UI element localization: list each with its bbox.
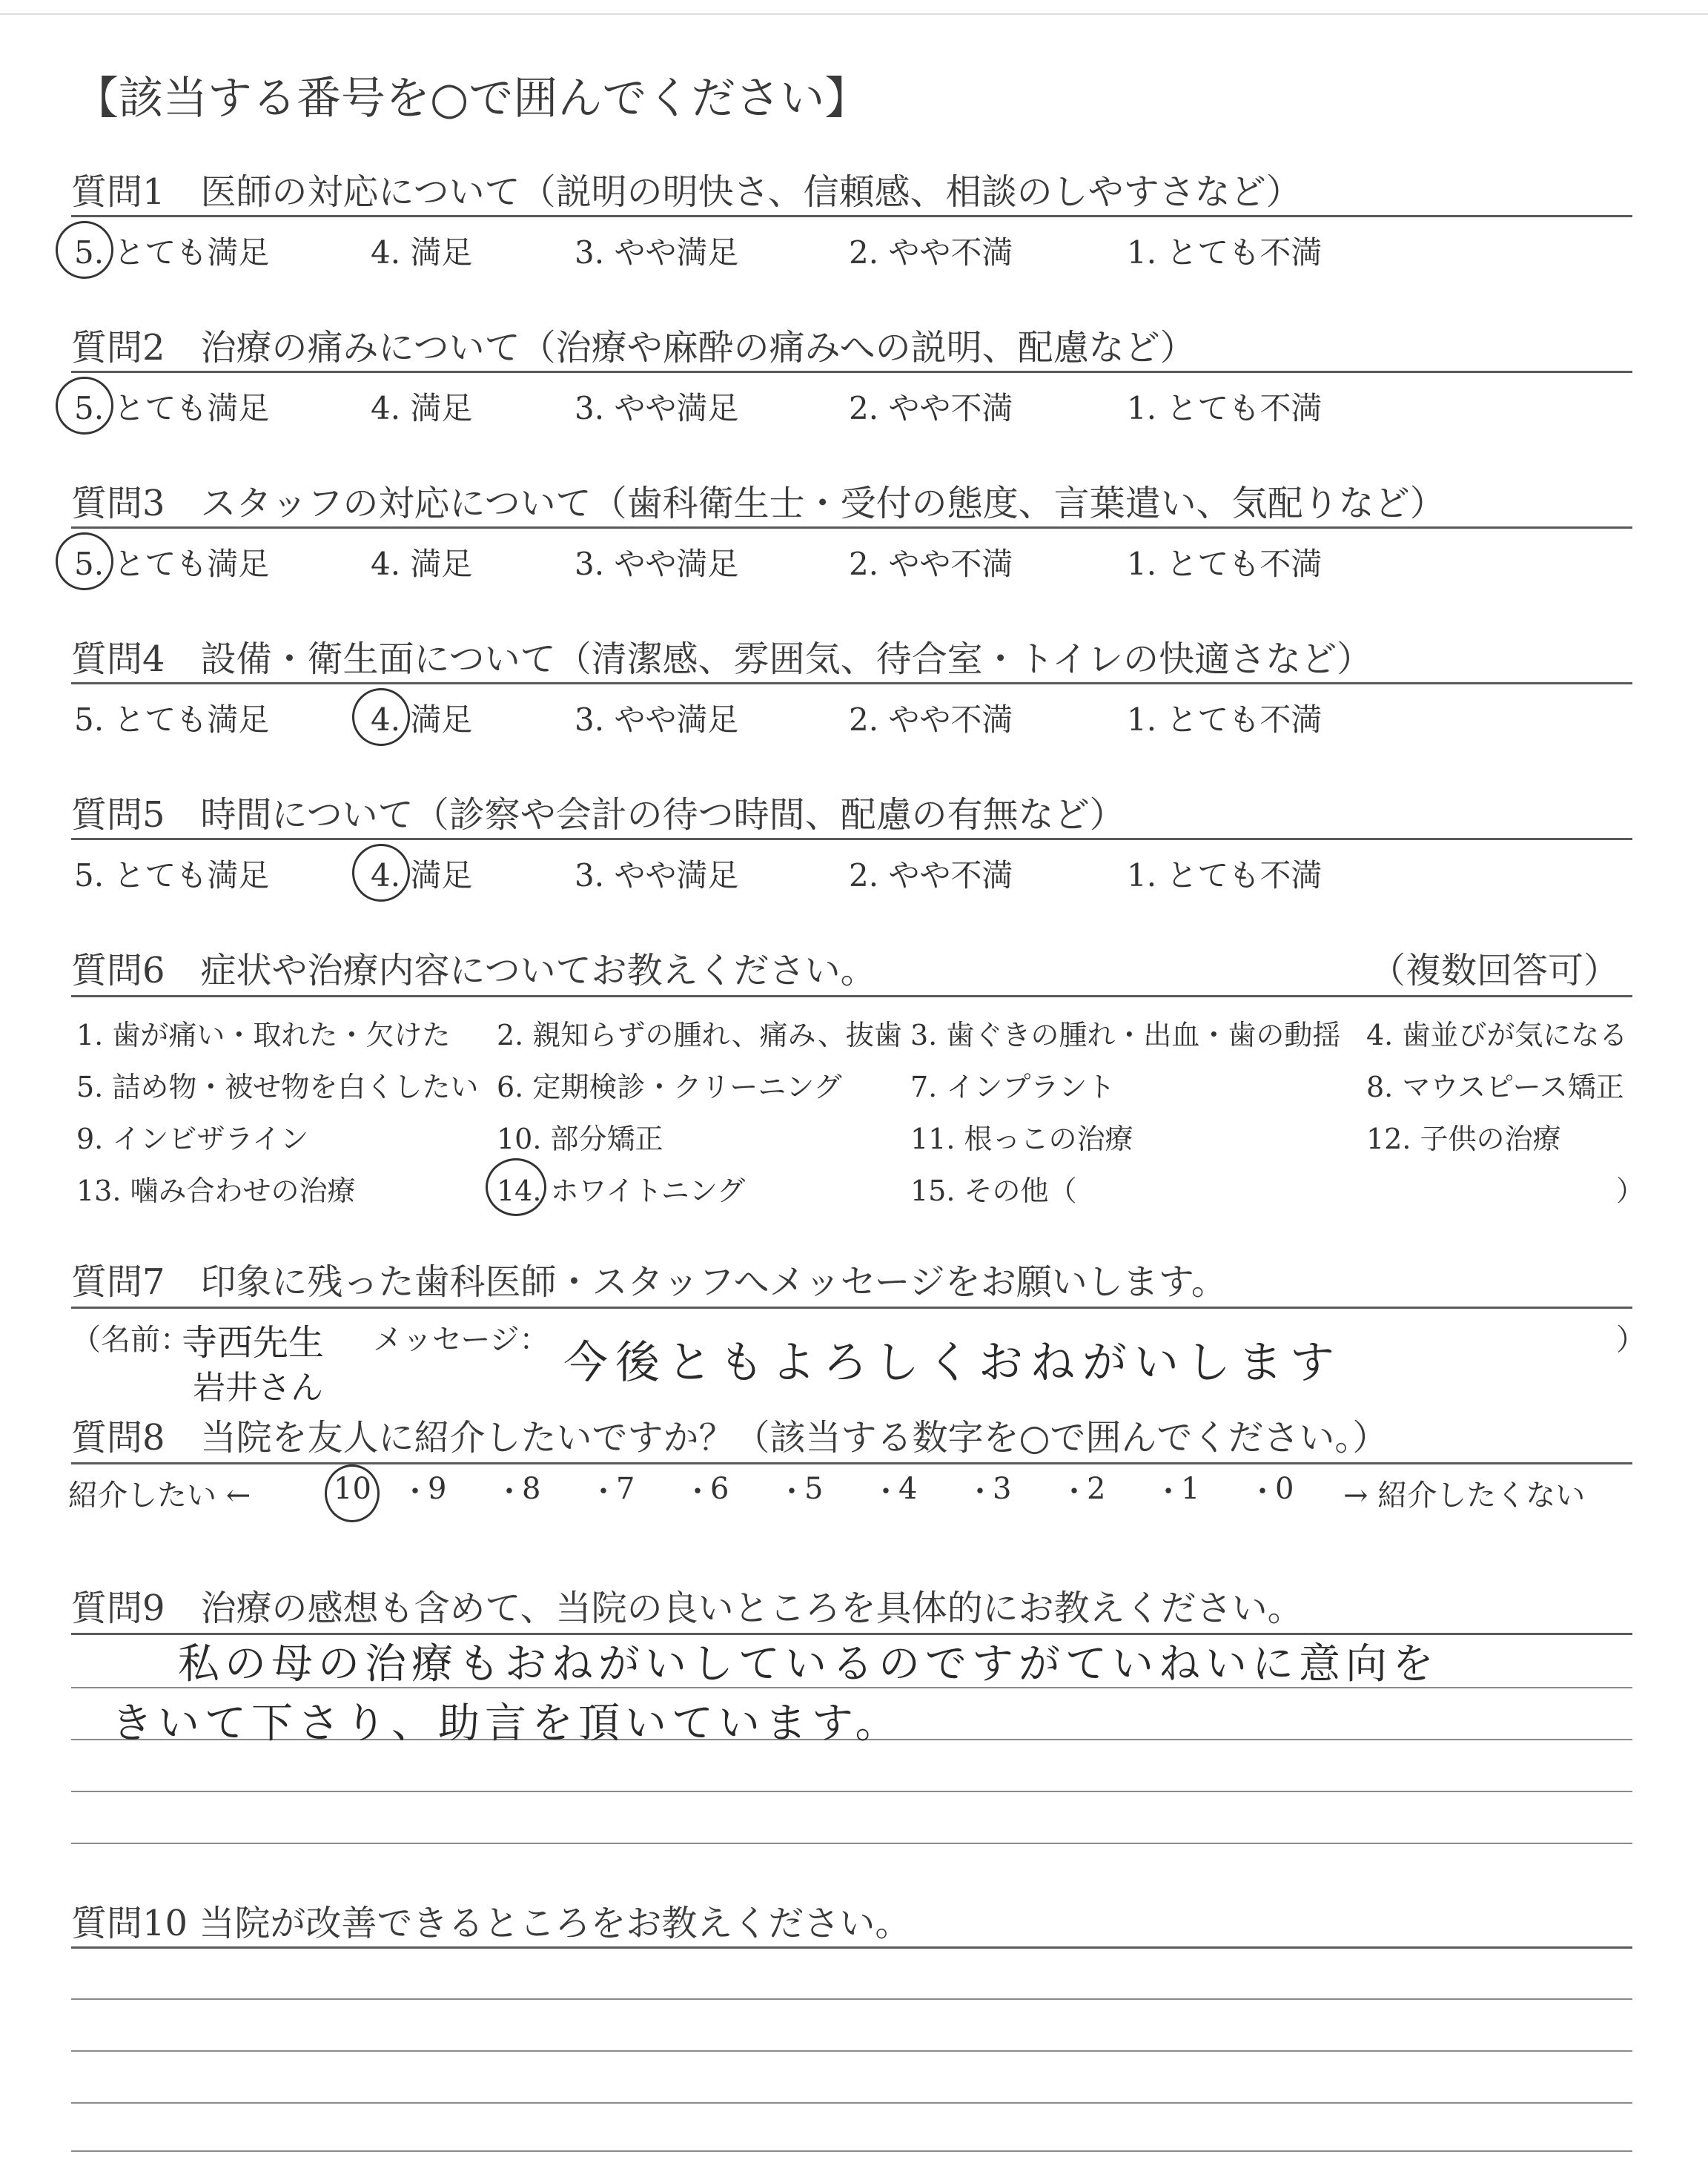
question-4-option-2[interactable]: 2. やや不満 [849, 701, 1013, 738]
question-4-heading: 質問4 設備・衛生面について（清潔感、雰囲気、待合室・トイレの快適さなど） [71, 638, 1373, 680]
q7-message-label: メッセージ： [373, 1323, 549, 1357]
q8-right-label: → 紹介したくない [1343, 1479, 1586, 1513]
q8-left-label: 紹介したい ← [68, 1479, 251, 1513]
question-10-answer-line-1 [71, 1998, 1632, 2000]
question-9-answer-line-3 [71, 1791, 1632, 1792]
question-7-heading: 質問7 印象に残った歯科医師・スタッフへメッセージをお願いします。 [71, 1261, 1227, 1303]
question-6-item-5[interactable]: 5. 詰め物・被せ物を白くしたい [76, 1071, 479, 1103]
q8-separator-dot: ・ [494, 1475, 524, 1509]
question-4-option-1[interactable]: 1. とても不満 [1127, 701, 1323, 738]
q8-separator-dot: ・ [683, 1475, 712, 1509]
question-6-item-2[interactable]: 2. 親知らずの腫れ、痛み、抜歯 [497, 1019, 902, 1051]
q8-scale-3[interactable]: 3 [993, 1472, 1012, 1506]
form-title: 【該当する番号を○で囲んでください】 [74, 73, 870, 125]
question-1-rule [71, 215, 1632, 217]
question-6-item-7[interactable]: 7. インプラント [910, 1071, 1116, 1103]
q8-separator-dot: ・ [589, 1475, 618, 1509]
question-10-answer-line-3 [71, 2102, 1632, 2104]
question-1-option-4[interactable]: 4. 満足 [371, 234, 473, 271]
q8-scale-6[interactable]: 6 [710, 1472, 729, 1506]
q8-scale-8[interactable]: 8 [522, 1472, 541, 1506]
q8-separator-dot: ・ [1248, 1475, 1277, 1509]
question-2-option-5[interactable]: 5. とても満足 [74, 390, 270, 426]
question-6-item-13[interactable]: 13. 噛み合わせの治療 [76, 1175, 356, 1207]
question-6-note: （複数回答可） [1370, 950, 1620, 991]
question-4-option-4[interactable]: 4. 満足 [371, 701, 473, 738]
question-5-rule [71, 838, 1632, 840]
question-6-item-15[interactable]: 15. その他（ [910, 1175, 1077, 1207]
q8-separator-dot: ・ [871, 1475, 901, 1509]
q9-handwritten-line-1[interactable]: 私の母の治療もおねがいしているのですがていねいに意向を [178, 1640, 1439, 1688]
question-6-rule [71, 995, 1632, 997]
question-5-option-3[interactable]: 3. やや満足 [575, 857, 739, 894]
q8-separator-dot: ・ [777, 1475, 807, 1509]
q8-separator-dot: ・ [1153, 1475, 1183, 1509]
q8-scale-2[interactable]: 2 [1087, 1472, 1106, 1506]
question-6-item-11[interactable]: 11. 根っこの治療 [910, 1123, 1133, 1155]
question-10-answer-line-2 [71, 2050, 1632, 2052]
q8-scale-0[interactable]: 0 [1275, 1472, 1294, 1506]
question-6-item-8[interactable]: 8. マウスピース矯正 [1366, 1071, 1624, 1103]
question-6-other-close: ） [1616, 1175, 1645, 1207]
question-1-option-3[interactable]: 3. やや満足 [575, 234, 739, 271]
question-2-rule [71, 371, 1632, 373]
q7-name-label: （名前： [71, 1323, 190, 1357]
q8-separator-dot: ・ [965, 1475, 995, 1509]
question-4-rule [71, 682, 1632, 684]
question-6-item-10[interactable]: 10. 部分矯正 [497, 1123, 663, 1155]
question-6-heading: 質問6 症状や治療内容についてお教えください。 [71, 950, 876, 991]
question-10-heading: 質問10 当院が改善できるところをお教えください。 [71, 1903, 911, 1944]
q8-separator-dot: ・ [1059, 1475, 1089, 1509]
question-3-selection-circle [56, 532, 113, 590]
question-5-heading: 質問5 時間について（診察や会計の待つ時間、配慮の有無など） [71, 794, 1125, 836]
question-6-item-14[interactable]: 14. ホワイトニング [497, 1175, 746, 1207]
question-10-answer-line-4 [71, 2150, 1632, 2152]
question-3-heading: 質問3 スタッフの対応について（歯科衛生士・受付の態度、言葉遣い、気配りなど） [71, 483, 1446, 524]
question-2-option-4[interactable]: 4. 満足 [371, 390, 473, 426]
question-3-option-2[interactable]: 2. やや不満 [849, 546, 1013, 582]
question-3-option-3[interactable]: 3. やや満足 [575, 546, 739, 582]
question-4-option-3[interactable]: 3. やや満足 [575, 701, 739, 738]
question-3-option-4[interactable]: 4. 満足 [371, 546, 473, 582]
question-8-heading: 質問8 当院を友人に紹介したいですか？（該当する数字を○で囲んでください。） [71, 1417, 1388, 1459]
question-6-item-9[interactable]: 9. インビザライン [76, 1123, 309, 1155]
q7-close-paren: ） [1616, 1323, 1646, 1357]
question-2-selection-circle [56, 377, 113, 435]
q9-handwritten-line-2[interactable]: きいて下さり、助言を頂いています。 [111, 1700, 902, 1748]
question-4-selection-circle [352, 688, 410, 746]
q7-message-handwritten[interactable]: 今後ともよろしくおねがいします [563, 1337, 1342, 1389]
question-2-option-2[interactable]: 2. やや不満 [849, 390, 1013, 426]
question-3-option-1[interactable]: 1. とても不満 [1127, 546, 1323, 582]
question-1-option-2[interactable]: 2. やや不満 [849, 234, 1013, 271]
question-2-heading: 質問2 治療の痛みについて（治療や麻酔の痛みへの説明、配慮など） [71, 327, 1196, 369]
question-6-selection-circle [486, 1158, 546, 1216]
question-2-option-1[interactable]: 1. とても不満 [1127, 390, 1323, 426]
question-1-selection-circle [56, 221, 113, 279]
q8-separator-dot: ・ [400, 1475, 430, 1509]
question-5-option-5[interactable]: 5. とても満足 [74, 857, 270, 894]
question-9-answer-line-4 [71, 1843, 1632, 1844]
question-5-option-1[interactable]: 1. とても不満 [1127, 857, 1323, 894]
question-5-option-2[interactable]: 2. やや不満 [849, 857, 1013, 894]
q8-scale-4[interactable]: 4 [898, 1472, 918, 1506]
question-5-option-4[interactable]: 4. 満足 [371, 857, 473, 894]
q8-scale-7[interactable]: 7 [616, 1472, 635, 1506]
question-1-heading: 質問1 医師の対応について（説明の明快さ、信頼感、相談のしやすさなど） [71, 171, 1302, 213]
q8-scale-10[interactable]: 10 [334, 1472, 371, 1506]
question-4-option-5[interactable]: 5. とても満足 [74, 701, 270, 738]
question-6-item-4[interactable]: 4. 歯並びが気になる [1366, 1019, 1628, 1051]
question-8-rule [71, 1462, 1632, 1464]
q8-selection-circle [325, 1464, 380, 1522]
q8-scale-1[interactable]: 1 [1181, 1472, 1200, 1506]
question-6-item-6[interactable]: 6. 定期検診・クリーニング [497, 1071, 842, 1103]
question-3-rule [71, 526, 1632, 529]
question-10-rule [71, 1946, 1632, 1949]
q7-name-handwritten-2[interactable]: 岩井さん [193, 1369, 323, 1407]
question-5-selection-circle [352, 844, 410, 902]
page-top-edge [0, 13, 1708, 15]
question-6-item-3[interactable]: 3. 歯ぐきの腫れ・出血・歯の動揺 [910, 1019, 1341, 1051]
question-1-option-5[interactable]: 5. とても満足 [74, 234, 270, 271]
question-7-rule [71, 1307, 1632, 1309]
q8-scale-5[interactable]: 5 [804, 1472, 824, 1506]
q7-name-handwritten-1[interactable]: 寺西先生 [182, 1322, 325, 1364]
question-6-item-12[interactable]: 12. 子供の治療 [1366, 1123, 1561, 1155]
question-1-option-1[interactable]: 1. とても不満 [1127, 234, 1323, 271]
question-2-option-3[interactable]: 3. やや満足 [575, 390, 739, 426]
question-9-heading: 質問9 治療の感想も含めて、当院の良いところを具体的にお教えください。 [71, 1588, 1303, 1629]
question-3-option-5[interactable]: 5. とても満足 [74, 546, 270, 582]
q8-scale-9[interactable]: 9 [428, 1472, 447, 1506]
question-6-item-1[interactable]: 1. 歯が痛い・取れた・欠けた [76, 1019, 451, 1051]
